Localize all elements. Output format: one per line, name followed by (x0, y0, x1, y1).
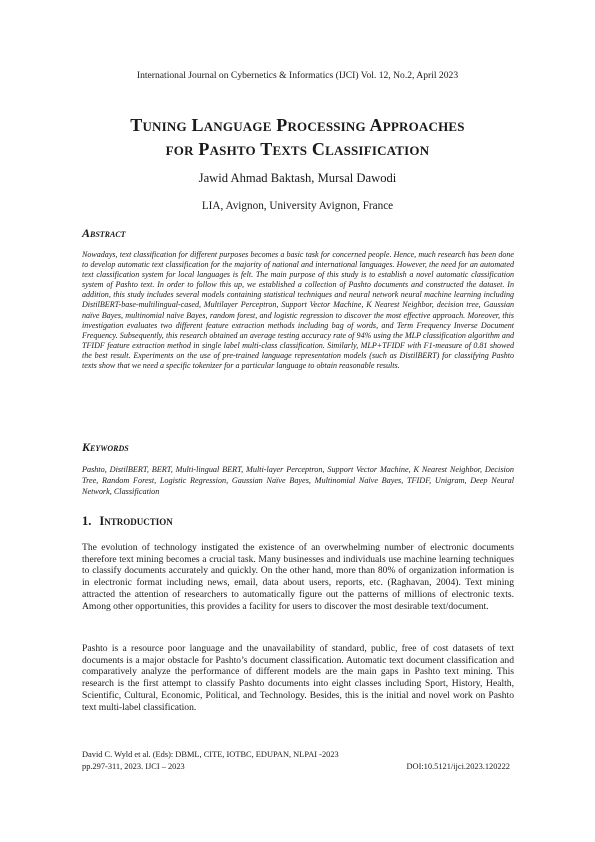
running-header: International Journal on Cybernetics & Informatics (IJCI) Vol. 12, No.2, April 2023 (136, 70, 459, 81)
keywords-heading: Keywords (82, 440, 129, 454)
section-title: Introduction (99, 514, 173, 528)
footer-citation (82, 749, 339, 773)
title-line-2: for Pashto Texts Classification (165, 139, 430, 159)
abstract-text: Nowadays, text classification for different purposes becomes a basic task for concerned people. Hence, much research has been done to develop automatic text classification for the majority of national and international languages. However, the need for an automated text classification system for local languages is felt. The main purpose of this study is to establish a novel automatic classification system of Pashto text. In order to follow this up, we established a collection of Pashto documents and constructed the dataset. In addition, this study includes several models containing statistical techniques and neural network neural machine learning including DistilBERT-base-multilingual-cased, Multilayer Perceptron, Support Vector Machine, K Nearest Neighbor, decision tree, Gaussian naïve Bayes, multinomial naïve Bayes, random forest, and logistic regression to discover the most effective approach. Moreover, this investigation evaluates two different feature extraction methods including bag of words, and Term Frequency Inverse Document Frequency. Subsequently, this research obtained an average testing accuracy rate of 94% using the MLP classification algorithm and TFIDF feature extraction method in single label multi-class classification. Similarly, MLP+TFIDF with F1-measure of 0.81 showed the best result. Experiments on the use of pre-trained language representation models (such as DistilBERT) for classifying Pashto texts show that we need a specific tokenizer for a particular language to obtain reasonable results. (82, 250, 514, 371)
footer-line-1: David C. Wyld et al. (Eds): DBML, CITE, IOTBC, EDUPAN, NLPAI -2023 (82, 750, 339, 759)
introduction-heading (82, 514, 173, 529)
footer-line-2: pp.297-311, 2023. IJCI – 2023 (82, 762, 185, 771)
affiliation: LIA, Avignon, University Avignon, France (201, 200, 394, 212)
intro-paragraph-2: Pashto is a resource poor language and the unavailability of standard, public, free of cost datasets of text documents is a major obstacle for Pashto’s document classification. Automatic text document classification and comparatively analyze the performance of different models are the main gaps in Pashto text mining. This research is the first attempt to classify Pashto documents into eight classes including Sport, History, Health, Scientific, Cultural, Economic, Political, and Technology. Besides, this is the initial and novel work on Pashto text multi-label classification. (82, 643, 514, 713)
paper-title (40, 113, 555, 161)
abstract-heading: Abstract (82, 226, 126, 240)
footer-doi: DOI:10.5121/ijci.2023.120222 (406, 762, 510, 771)
section-number: 1. (82, 514, 92, 528)
keywords-text: Pashto, DistilBERT, BERT, Multi-lingual BERT, Multi-layer Perceptron, Support Vector Machine, K Nearest Neighbor, Decision Tree, Random Forest, Logistic Regression, Gaussian Naïve Bayes, Multinomial Naïve Bayes, TFIDF, Unigram, Deep Neural Network, Classification (82, 465, 514, 497)
intro-paragraph-1: The evolution of technology instigated the existence of an overwhelming number of electronic documents therefore text mining becomes a crucial task. Many businesses and individuals use machine learning techniques to classify documents accurately and quickly. On the other hand, more than 80% of organization information is in electronic format including news, email, data about users, reports, etc. (Raghavan, 2004). Text mining attracted the attention of researchers to automatically figure out the patterns of millions of electronic texts. Among other opportunities, this provides a facility for users to discover the most desirable text/document. (82, 542, 514, 612)
title-line-1: Tuning Language Processing Approaches (130, 115, 465, 135)
author-list: Jawid Ahmad Baktash, Mursal Dawodi (198, 171, 397, 185)
